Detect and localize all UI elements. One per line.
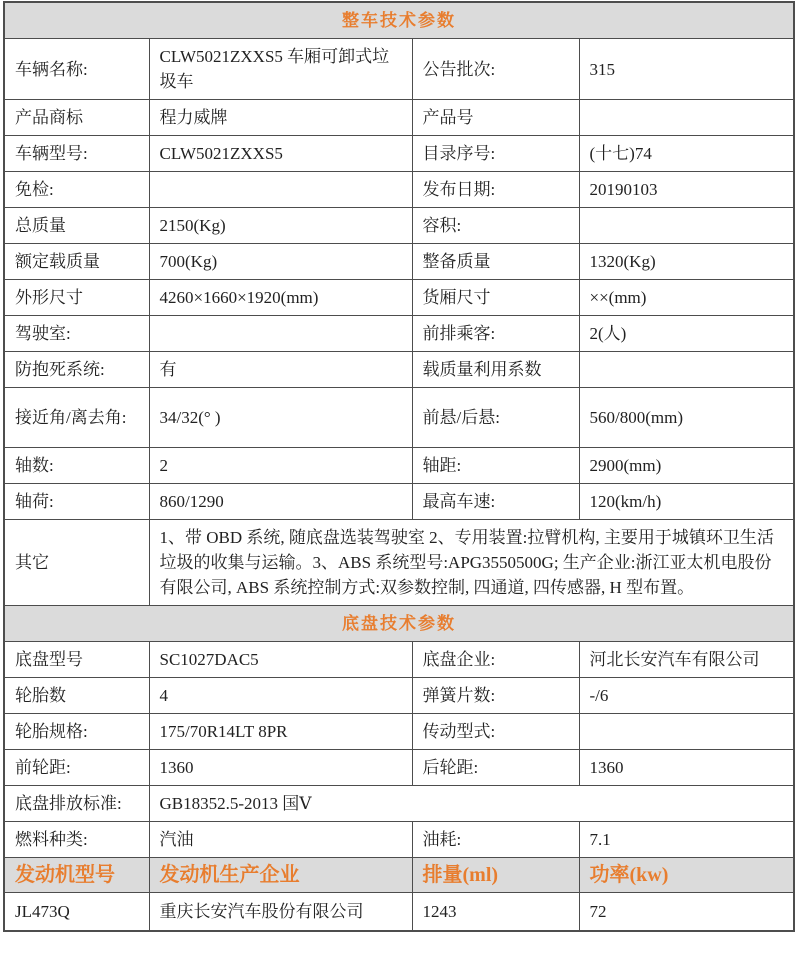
spec-value — [579, 100, 794, 136]
spec-label: 底盘企业: — [412, 642, 579, 678]
spec-value: 175/70R14LT 8PR — [149, 714, 412, 750]
spec-value: GB18352.5-2013 国Ⅴ — [149, 786, 794, 822]
spec-label: 外形尺寸 — [4, 280, 149, 316]
spec-row — [4, 642, 794, 678]
spec-value: 34/32(° ) — [149, 388, 412, 448]
spec-value: 315 — [579, 39, 794, 100]
spec-value: 4 — [149, 678, 412, 714]
spec-value — [149, 172, 412, 208]
spec-value: 7.1 — [579, 822, 794, 858]
spec-label: 免检: — [4, 172, 149, 208]
spec-row — [4, 172, 794, 208]
spec-row — [4, 448, 794, 484]
spec-label: 整备质量 — [412, 244, 579, 280]
spec-label: 发布日期: — [412, 172, 579, 208]
spec-value: 1、带 OBD 系统, 随底盘选装驾驶室 2、专用装置:拉臂机构, 主要用于城镇环卫生活垃圾的收集与运输。3、ABS 系统型号:APG3550500G; 生产企业:浙江亚太机电股份有限公司, ABS 系统控制方式:双参数控制, 四通道, 四传感器, H 型布置。 — [149, 520, 794, 606]
spec-label: 总质量 — [4, 208, 149, 244]
spec-row — [4, 388, 794, 448]
spec-label: 货厢尺寸 — [412, 280, 579, 316]
spec-row — [4, 208, 794, 244]
section-banner-row — [4, 2, 794, 39]
spec-label: 轴数: — [4, 448, 149, 484]
spec-row — [4, 136, 794, 172]
engine-header-cell: 发动机型号 — [4, 858, 149, 893]
spec-label: 容积: — [412, 208, 579, 244]
spec-value: SC1027DAC5 — [149, 642, 412, 678]
spec-row — [4, 316, 794, 352]
spec-value: 860/1290 — [149, 484, 412, 520]
spec-value — [149, 316, 412, 352]
spec-row — [4, 714, 794, 750]
engine-header-cell: 功率(kw) — [579, 858, 794, 893]
spec-value: CLW5021ZXXS5 车厢可卸式垃圾车 — [149, 39, 412, 100]
spec-label: 车辆型号: — [4, 136, 149, 172]
spec-value: 4260×1660×1920(mm) — [149, 280, 412, 316]
spec-label: 轴距: — [412, 448, 579, 484]
spec-label: 防抱死系统: — [4, 352, 149, 388]
spec-value: 2(人) — [579, 316, 794, 352]
engine-header-cell: 发动机生产企业 — [149, 858, 412, 893]
spec-value: 560/800(mm) — [579, 388, 794, 448]
spec-value: 2 — [149, 448, 412, 484]
spec-value: ××(mm) — [579, 280, 794, 316]
spec-label: 产品商标 — [4, 100, 149, 136]
spec-row — [4, 678, 794, 714]
spec-label: 额定载质量 — [4, 244, 149, 280]
section-title: 底盘技术参数 — [4, 606, 794, 642]
spec-value: (十七)74 — [579, 136, 794, 172]
spec-value: 72 — [579, 893, 794, 931]
spec-label: 后轮距: — [412, 750, 579, 786]
spec-value: 有 — [149, 352, 412, 388]
spec-row — [4, 244, 794, 280]
spec-label: 产品号 — [412, 100, 579, 136]
spec-row — [4, 39, 794, 100]
spec-row — [4, 484, 794, 520]
spec-label: 公告批次: — [412, 39, 579, 100]
spec-label: 1243 — [412, 893, 579, 931]
spec-value: 2150(Kg) — [149, 208, 412, 244]
spec-label: 底盘型号 — [4, 642, 149, 678]
spec-value: 2900(mm) — [579, 448, 794, 484]
spec-value: 程力威牌 — [149, 100, 412, 136]
spec-label: 载质量利用系数 — [412, 352, 579, 388]
spec-label: 轴荷: — [4, 484, 149, 520]
engine-header-row — [4, 858, 794, 893]
spec-label: 轮胎规格: — [4, 714, 149, 750]
spec-value: 700(Kg) — [149, 244, 412, 280]
spec-row — [4, 352, 794, 388]
spec-label: 前排乘客: — [412, 316, 579, 352]
spec-value: 1360 — [579, 750, 794, 786]
spec-row — [4, 520, 794, 606]
spec-value: 汽油 — [149, 822, 412, 858]
spec-value — [579, 714, 794, 750]
spec-value: 1320(Kg) — [579, 244, 794, 280]
spec-value: 1360 — [149, 750, 412, 786]
engine-header-cell: 排量(ml) — [412, 858, 579, 893]
spec-value: 重庆长安汽车股份有限公司 — [149, 893, 412, 931]
spec-label: 弹簧片数: — [412, 678, 579, 714]
section-banner-row — [4, 606, 794, 642]
spec-label: 最高车速: — [412, 484, 579, 520]
spec-value: -/6 — [579, 678, 794, 714]
spec-label: 驾驶室: — [4, 316, 149, 352]
spec-table-body — [4, 2, 794, 931]
spec-label: 车辆名称: — [4, 39, 149, 100]
spec-label: 油耗: — [412, 822, 579, 858]
spec-label: 传动型式: — [412, 714, 579, 750]
spec-value: 河北长安汽车有限公司 — [579, 642, 794, 678]
spec-label: 前悬/后悬: — [412, 388, 579, 448]
spec-table — [3, 1, 795, 932]
spec-row — [4, 822, 794, 858]
spec-row — [4, 750, 794, 786]
spec-value — [579, 352, 794, 388]
spec-label: 其它 — [4, 520, 149, 606]
spec-value: 20190103 — [579, 172, 794, 208]
spec-row — [4, 786, 794, 822]
spec-label: 轮胎数 — [4, 678, 149, 714]
spec-label: 底盘排放标准: — [4, 786, 149, 822]
spec-value — [579, 208, 794, 244]
spec-label: 燃料种类: — [4, 822, 149, 858]
spec-row — [4, 280, 794, 316]
spec-label: 目录序号: — [412, 136, 579, 172]
spec-value: CLW5021ZXXS5 — [149, 136, 412, 172]
spec-row — [4, 893, 794, 931]
spec-row — [4, 100, 794, 136]
spec-label: 前轮距: — [4, 750, 149, 786]
spec-label: 接近角/离去角: — [4, 388, 149, 448]
spec-label: JL473Q — [4, 893, 149, 931]
spec-value: 120(km/h) — [579, 484, 794, 520]
section-title: 整车技术参数 — [4, 2, 794, 39]
